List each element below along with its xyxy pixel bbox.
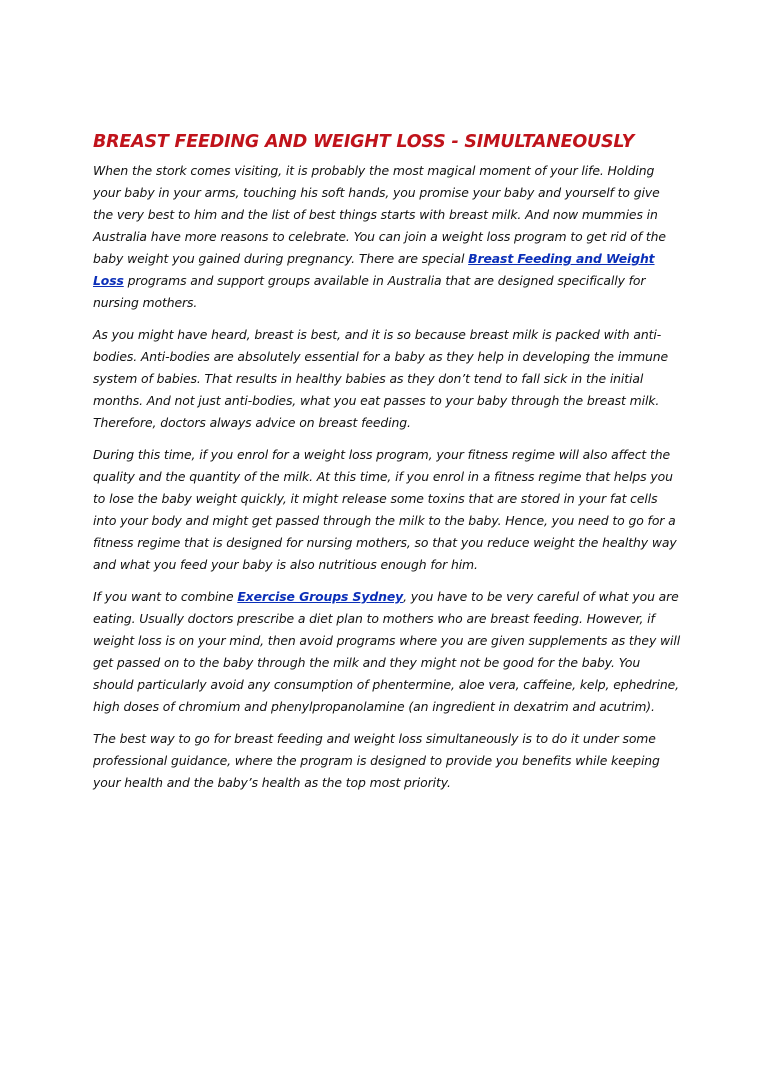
paragraph-text: , you have to be very careful of what you are eating. Usually doctors prescribe a diet plan to mothers who are breast feeding. However, if weight loss is on your mind, then avoid programs where you are given supplements as they will get passed on to the baby through the milk and they might not be good for the baby. You should particularly avoid any consumption of phentermine, aloe vera, caffeine, kelp, ephedrine, high doses of chromium and phenylpropanolamine (an ingredient in dexatrim and acutrim). bbox=[93, 589, 681, 714]
paragraph-text: When the stork comes visiting, it is probably the most magical moment of your life. Holding your baby in your arms, touching his soft hands, you promise your baby and yourself to give the very best to him and the list of best things starts with breast milk. And now mummies in Australia have more reasons to celebrate. You can join a weight loss program to get rid of the baby weight you gained during pregnancy. There are special bbox=[93, 163, 666, 266]
paragraph-text: programs and support groups available in Australia that are designed specifically for nursing mothers. bbox=[93, 273, 646, 310]
breast-feeding-weight-loss-link[interactable]: Breast Feeding and Weight Loss bbox=[93, 251, 655, 288]
page-title: BREAST FEEDING AND WEIGHT LOSS - SIMULTANEOUSLY bbox=[93, 132, 635, 152]
document-body bbox=[93, 128, 683, 804]
exercise-groups-sydney-link[interactable]: Exercise Groups Sydney bbox=[237, 589, 404, 604]
paragraph-intro bbox=[93, 160, 683, 314]
paragraph-antibodies: As you might have heard, breast is best, and it is so because breast milk is packed with anti-bodies. Anti-bodies are absolutely essential for a baby as they help in developing the immune system of babies. That results in healthy babies as they don’t tend to fall sick in the initial months. And not just anti-bodies, what you eat passes to your baby through the breast milk. Therefore, doctors always advice on breast feeding. bbox=[93, 327, 669, 430]
paragraph-fitness-regime: During this time, if you enrol for a weight loss program, your fitness regime will also affect the quality and the quantity of the milk. At this time, if you enrol in a fitness regime that helps you to lose the baby weight quickly, it might release some toxins that are stored in your fat cells into your body and might get passed through the milk to the baby. Hence, you need to go for a fitness regime that is designed for nursing mothers, so that you reduce weight the healthy way and what you feed your baby is also nutritious enough for him. bbox=[93, 447, 677, 572]
paragraph-conclusion: The best way to go for breast feeding and weight loss simultaneously is to do it under some professional guidance, where the program is designed to provide you benefits while keeping your health and the baby’s health as the top most priority. bbox=[93, 731, 660, 790]
paragraph-text: If you want to combine bbox=[93, 589, 238, 604]
paragraph-diet bbox=[93, 586, 683, 718]
